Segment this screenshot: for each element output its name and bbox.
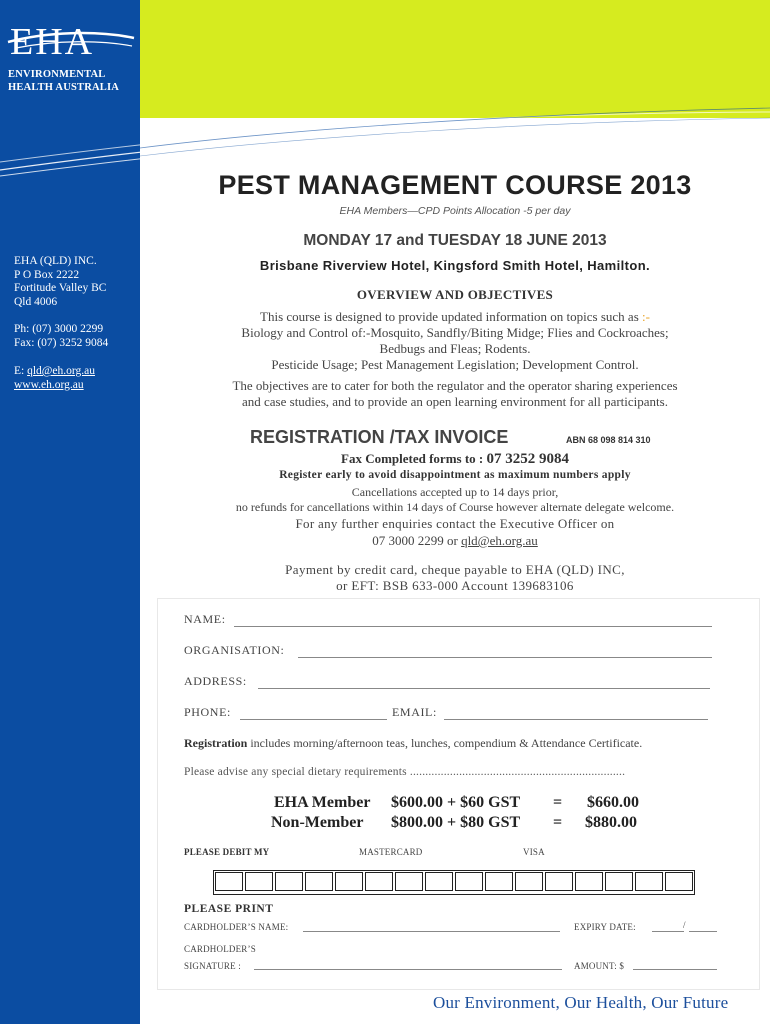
logo-line-1: ENVIRONMENTAL	[8, 69, 106, 80]
address-line-2: Fortitude Valley BC	[14, 282, 107, 294]
expiry-year-field[interactable]	[689, 931, 717, 932]
cpd-subtitle: EHA Members—CPD Points Allocation -5 per day	[339, 205, 571, 217]
card-digit-box[interactable]	[365, 872, 393, 891]
overview-line-2: Biology and Control of:-Mosquito, Sandfly/Biting Midge; Flies and Cockroaches;	[241, 325, 669, 340]
payment-line-2: or EFT: BSB 633-000 Account 139683106	[336, 578, 574, 593]
member-equals: =	[553, 794, 563, 811]
card-digit-box[interactable]	[485, 872, 513, 891]
registration-includes: Registration includes morning/afternoon teas, lunches, compendium & Attendance Certificate.	[184, 736, 643, 750]
overview-line-5: The objectives are to cater for both the regulator and the operator sharing experiences	[232, 378, 678, 393]
expiry-month-field[interactable]	[652, 931, 684, 932]
nonmember-calc: $800.00 + $80 GST	[391, 814, 521, 831]
card-digit-box[interactable]	[305, 872, 333, 891]
card-digit-box[interactable]	[455, 872, 483, 891]
email-field[interactable]	[444, 719, 708, 720]
phone-label: PHONE:	[184, 705, 231, 719]
logo-line-2: HEALTH AUSTRALIA	[8, 82, 120, 93]
abn: ABN 68 098 814 310	[566, 435, 651, 445]
cardholder-name-field[interactable]	[303, 931, 560, 932]
footer-tagline: Our Environment, Our Health, Our Future	[433, 993, 729, 1012]
enquiries-line-1: For any further enquiries contact the Executive Officer on	[295, 516, 615, 531]
email-label: EMAIL:	[392, 705, 437, 719]
overview-line-6: and case studies, and to provide an open learning environment for all participants.	[242, 394, 668, 409]
overview-line-1: This course is designed to provide updated information on topics such as :-	[260, 309, 650, 324]
member-total: $660.00	[587, 794, 639, 811]
card-digit-box[interactable]	[395, 872, 423, 891]
card-digit-box[interactable]	[215, 872, 243, 891]
enquiries-email-link[interactable]: qld@eh.org.au	[461, 533, 538, 548]
visa-option[interactable]: VISA	[523, 847, 545, 857]
address-line-3: Qld 4006	[14, 295, 58, 308]
expiry-slash: /	[683, 920, 686, 930]
member-calc: $600.00 + $60 GST	[391, 794, 521, 811]
email-prefix: E:	[14, 365, 28, 377]
logo-text: EHA	[10, 21, 95, 63]
please-print: PLEASE PRINT	[184, 903, 274, 915]
cardholder-name-label: CARDHOLDER’S NAME:	[184, 922, 289, 932]
registration-heading: REGISTRATION /TAX INVOICE	[250, 427, 509, 447]
nonmember-label: Non-Member	[271, 814, 364, 831]
eha-logo	[6, 16, 136, 64]
address-label: ADDRESS:	[184, 674, 247, 688]
signature-label: SIGNATURE :	[184, 961, 241, 971]
sidebar-phone-block	[14, 323, 108, 350]
overview-line-3: Bedbugs and Fleas; Rodents.	[379, 341, 531, 356]
fax: Fax: (07) 3252 9084	[14, 336, 109, 349]
website-link[interactable]: www.eh.org.au	[14, 378, 84, 391]
name-label: NAME:	[184, 612, 226, 626]
card-digit-box[interactable]	[335, 872, 363, 891]
org-name: EHA (QLD) INC.	[14, 255, 97, 267]
expiry-label: EXPIRY DATE:	[574, 922, 636, 932]
nonmember-equals: =	[553, 814, 563, 831]
page-title: PEST MANAGEMENT COURSE 2013	[218, 170, 692, 200]
card-digit-box[interactable]	[515, 872, 543, 891]
overview-heading: OVERVIEW AND OBJECTIVES	[356, 287, 554, 302]
card-digit-box[interactable]	[245, 872, 273, 891]
card-digit-box[interactable]	[605, 872, 633, 891]
overview-line-4: Pesticide Usage; Pest Management Legislation; Development Control.	[271, 357, 639, 372]
cancellation-line-2: no refunds for cancellations within 14 days of Course however alternate delegate welcome.	[235, 500, 675, 514]
organisation-field[interactable]	[298, 657, 712, 658]
fax-forms-line: Fax Completed forms to : 07 3252 9084	[341, 451, 569, 467]
register-early: Register early to avoid disappointment as maximum numbers apply	[279, 469, 631, 481]
card-digit-box[interactable]	[545, 872, 573, 891]
card-number-boxes	[213, 870, 695, 895]
payment-line-1: Payment by credit card, cheque payable to EHA (QLD) INC,	[285, 562, 625, 577]
sidebar-links	[14, 365, 95, 392]
card-digit-box[interactable]	[425, 872, 453, 891]
member-label: EHA Member	[274, 794, 371, 811]
sidebar-contact	[14, 255, 106, 309]
cancellation-line-1: Cancellations accepted up to 14 days prior,	[351, 485, 559, 499]
enquiries-line-2: 07 3000 2299 or qld@eh.org.au	[372, 533, 538, 548]
mastercard-option[interactable]: MASTERCARD	[359, 847, 423, 857]
nonmember-total: $880.00	[585, 814, 637, 831]
organisation-label: ORGANISATION:	[184, 643, 285, 657]
card-digit-box[interactable]	[665, 872, 693, 891]
debit-label: PLEASE DEBIT MY	[184, 847, 270, 857]
card-digit-box[interactable]	[575, 872, 603, 891]
card-digit-box[interactable]	[635, 872, 663, 891]
address-field[interactable]	[258, 688, 710, 689]
card-digit-box[interactable]	[275, 872, 303, 891]
cardholder-label: CARDHOLDER’S	[184, 944, 256, 954]
phone: Ph: (07) 3000 2299	[14, 323, 104, 335]
dietary-requirements: Please advise any special dietary requirements ......................................................................	[184, 766, 626, 778]
address-line-1: P O Box 2222	[14, 268, 80, 281]
signature-field[interactable]	[254, 969, 562, 970]
amount-label: AMOUNT: $	[574, 961, 625, 971]
name-field[interactable]	[234, 626, 712, 627]
course-dates: MONDAY 17 and TUESDAY 18 JUNE 2013	[303, 232, 607, 249]
amount-field[interactable]	[633, 969, 717, 970]
email-link[interactable]: qld@eh.org.au	[27, 365, 95, 377]
phone-field[interactable]	[240, 719, 387, 720]
course-venue: Brisbane Riverview Hotel, Kingsford Smith Hotel, Hamilton.	[259, 258, 651, 273]
